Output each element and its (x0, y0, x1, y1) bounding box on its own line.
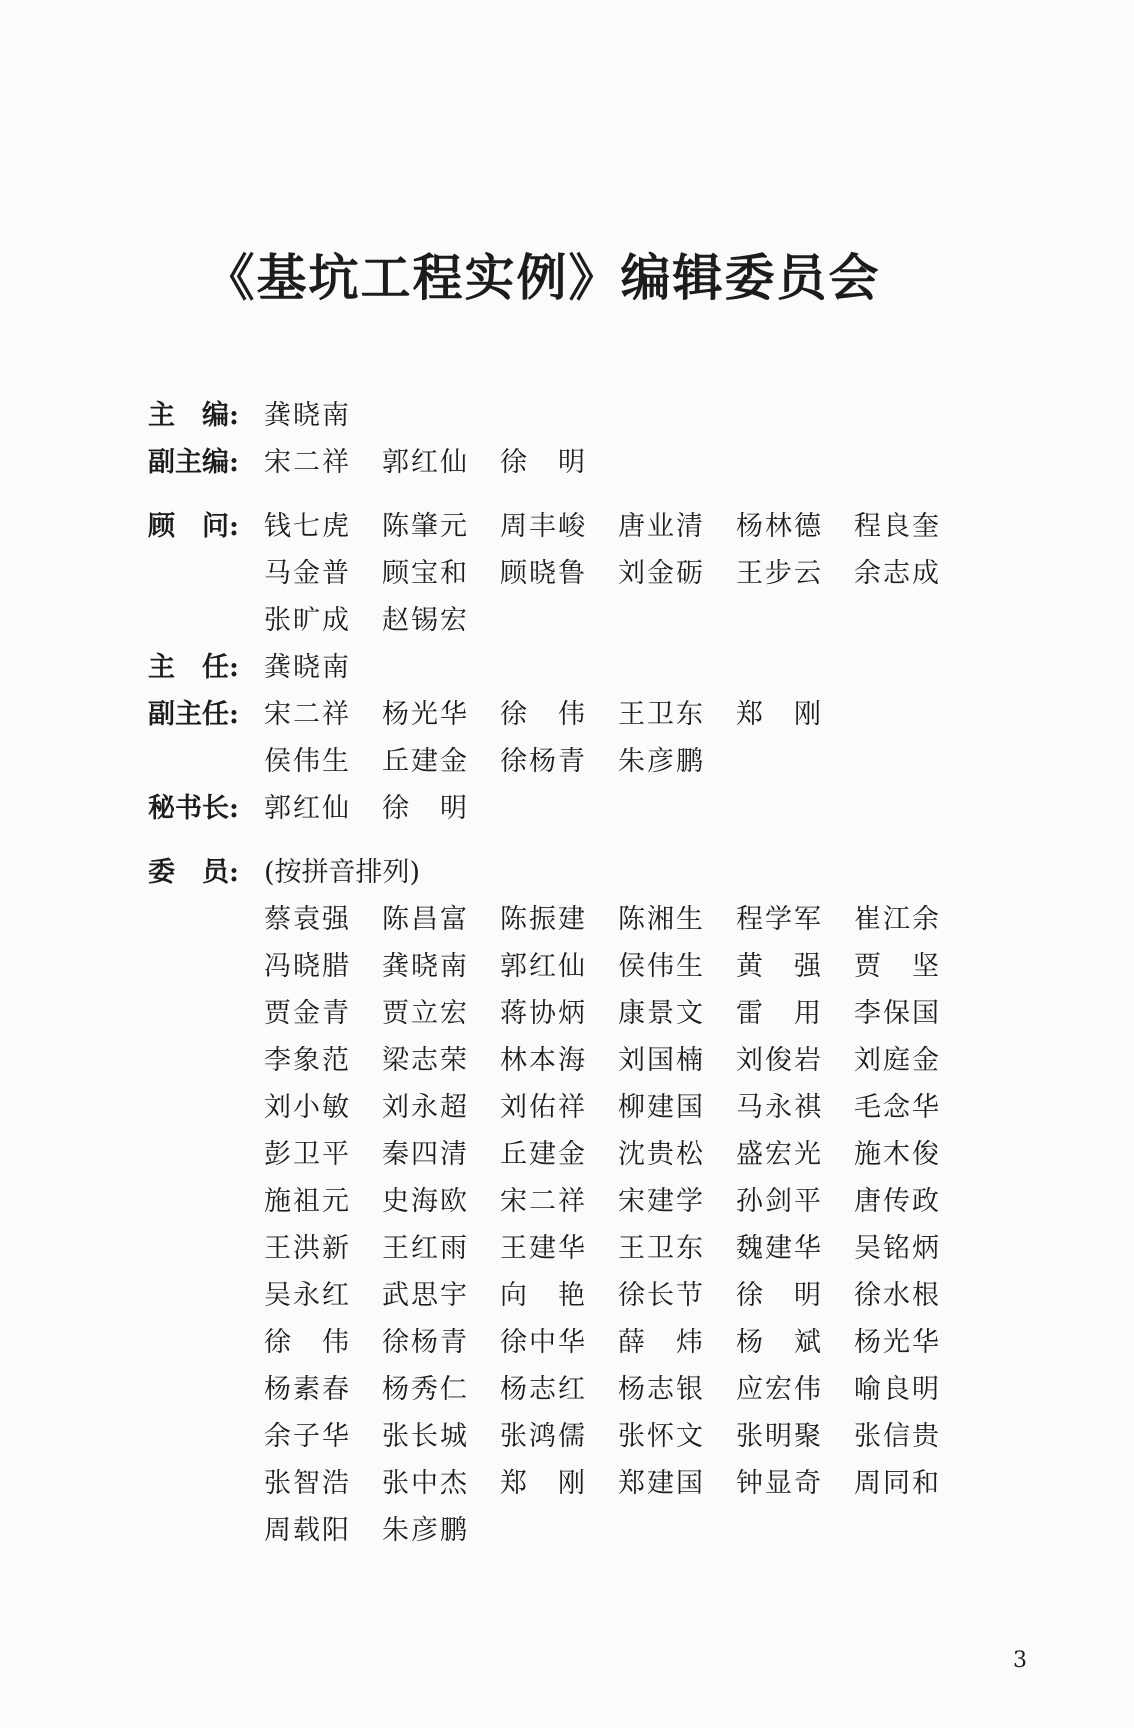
member-name: 徐 伟 (500, 699, 587, 730)
member-name: 马永祺 (736, 1092, 823, 1123)
member-name: 郑 刚 (736, 699, 823, 730)
member-name: 朱彦鹏 (382, 1515, 469, 1546)
member-name: 张长城 (382, 1421, 469, 1452)
member-name: 贾金青 (264, 998, 351, 1029)
section-label: 副主编: (148, 447, 239, 478)
member-name: 杨 斌 (736, 1327, 823, 1358)
member-name: 唐业清 (618, 511, 705, 542)
member-name: 武思宇 (382, 1280, 469, 1311)
member-name: 黄 强 (736, 951, 823, 982)
member-name: 徐杨青 (382, 1327, 469, 1358)
section-deputy-director (148, 691, 1048, 785)
section-label: 副主任: (148, 699, 239, 730)
member-name: 徐 伟 (264, 1327, 351, 1358)
member-name: 龚晓南 (264, 400, 351, 431)
name-grid (264, 392, 1048, 439)
member-name: 徐 明 (382, 793, 469, 824)
member-name: 陈湘生 (618, 904, 705, 935)
member-name: 陈肇元 (382, 511, 469, 542)
member-name: 孙剑平 (736, 1186, 823, 1217)
section-label: 委 员: (148, 857, 239, 888)
sort-note: (按拼音排列) (264, 857, 421, 888)
member-name: 魏建华 (736, 1233, 823, 1264)
member-name: 应宏伟 (736, 1374, 823, 1405)
section-label: 秘书长: (148, 793, 239, 824)
name-grid (264, 439, 1048, 486)
member-name: 徐杨青 (500, 746, 587, 777)
member-name: 刘庭金 (854, 1045, 941, 1076)
name-grid (264, 644, 1048, 691)
member-name: 徐水根 (854, 1280, 941, 1311)
member-name: 郭红仙 (500, 951, 587, 982)
member-name: 侯伟生 (264, 746, 351, 777)
member-name: 贾立宏 (382, 998, 469, 1029)
section-director (148, 644, 1048, 691)
member-name: 王红雨 (382, 1233, 469, 1264)
member-name: 毛念华 (854, 1092, 941, 1123)
member-name: 杨志红 (500, 1374, 587, 1405)
member-name: 沈贵松 (618, 1139, 705, 1170)
member-name: 蔡袁强 (264, 904, 351, 935)
member-name: 钱七虎 (264, 511, 351, 542)
member-name: 陈昌富 (382, 904, 469, 935)
member-name: 龚晓南 (382, 951, 469, 982)
member-name: 徐 明 (736, 1280, 823, 1311)
section-deputy-chief-editor (148, 439, 1048, 486)
member-name: 吴铭炳 (854, 1233, 941, 1264)
section-label: 主 编: (148, 400, 239, 431)
section-members (148, 849, 1048, 1554)
member-name: 杨光华 (854, 1327, 941, 1358)
member-name: 徐中华 (500, 1327, 587, 1358)
member-name: 刘国楠 (618, 1045, 705, 1076)
member-name: 郑 刚 (500, 1468, 587, 1499)
member-name: 刘金砺 (618, 558, 705, 589)
section-secretary-general (148, 785, 1048, 832)
member-name: 康景文 (618, 998, 705, 1029)
member-name: 柳建国 (618, 1092, 705, 1123)
section-advisors (148, 503, 1048, 644)
member-name: 彭卫平 (264, 1139, 351, 1170)
member-name: 贾 坚 (854, 951, 941, 982)
member-name: 向 艳 (500, 1280, 587, 1311)
member-name: 刘永超 (382, 1092, 469, 1123)
member-name: 王步云 (736, 558, 823, 589)
member-name: 丘建金 (500, 1139, 587, 1170)
member-name: 王卫东 (618, 1233, 705, 1264)
member-name: 王建华 (500, 1233, 587, 1264)
member-name: 蒋协炳 (500, 998, 587, 1029)
member-name: 施木俊 (854, 1139, 941, 1170)
member-name: 陈振建 (500, 904, 587, 935)
member-name: 张鸿儒 (500, 1421, 587, 1452)
member-name: 刘小敏 (264, 1092, 351, 1123)
member-name: 杨光华 (382, 699, 469, 730)
member-name: 周载阳 (264, 1515, 351, 1546)
member-name: 冯晓腊 (264, 951, 351, 982)
member-name: 宋二祥 (264, 699, 351, 730)
member-name: 唐传政 (854, 1186, 941, 1217)
member-name: 张信贵 (854, 1421, 941, 1452)
page-number: 3 (1013, 1648, 1027, 1673)
member-name: 顾宝和 (382, 558, 469, 589)
member-name: 杨志银 (618, 1374, 705, 1405)
member-name: 顾晓鲁 (500, 558, 587, 589)
member-name: 郑建国 (618, 1468, 705, 1499)
member-name: 程学军 (736, 904, 823, 935)
member-name: 王卫东 (618, 699, 705, 730)
member-name: 宋二祥 (500, 1186, 587, 1217)
member-name: 朱彦鹏 (618, 746, 705, 777)
grid-spacer (854, 691, 972, 738)
member-name: 梁志荣 (382, 1045, 469, 1076)
section-label: 主 任: (148, 652, 239, 683)
member-name: 张怀文 (618, 1421, 705, 1452)
member-name: 周同和 (854, 1468, 941, 1499)
member-name: 薛 炜 (618, 1327, 705, 1358)
member-name: 盛宏光 (736, 1139, 823, 1170)
member-name: 张智浩 (264, 1468, 351, 1499)
member-name: 张旷成 (264, 605, 351, 636)
member-name: 郭红仙 (264, 793, 351, 824)
member-name: 王洪新 (264, 1233, 351, 1264)
member-name: 喻良明 (854, 1374, 941, 1405)
member-name: 徐 明 (500, 447, 587, 478)
member-name: 周丰峻 (500, 511, 587, 542)
member-name: 张中杰 (382, 1468, 469, 1499)
member-name: 马金普 (264, 558, 351, 589)
member-name: 侯伟生 (618, 951, 705, 982)
section-label: 顾 问: (148, 511, 239, 542)
committee-list (148, 392, 1048, 1554)
name-grid (264, 503, 1048, 644)
member-name: 施祖元 (264, 1186, 351, 1217)
member-name: 李保国 (854, 998, 941, 1029)
member-name: 刘佑祥 (500, 1092, 587, 1123)
member-name: 余子华 (264, 1421, 351, 1452)
member-name: 赵锡宏 (382, 605, 469, 636)
member-name: 史海欧 (382, 1186, 469, 1217)
member-name: 杨素春 (264, 1374, 351, 1405)
member-name: 徐长节 (618, 1280, 705, 1311)
name-grid (264, 896, 1048, 1554)
member-name: 林本海 (500, 1045, 587, 1076)
name-grid (264, 691, 1048, 785)
member-name: 丘建金 (382, 746, 469, 777)
member-name: 杨秀仁 (382, 1374, 469, 1405)
member-name: 秦四清 (382, 1139, 469, 1170)
member-name: 吴永红 (264, 1280, 351, 1311)
section-chief-editor (148, 392, 1048, 439)
member-name: 雷 用 (736, 998, 823, 1029)
member-name: 余志成 (854, 558, 941, 589)
name-grid (264, 785, 1048, 832)
member-name: 龚晓南 (264, 652, 351, 683)
members-body (264, 849, 1048, 1554)
member-name: 李象范 (264, 1045, 351, 1076)
page-title: 《基坑工程实例》编辑委员会 (204, 248, 881, 307)
member-name: 程良奎 (854, 511, 941, 542)
member-name: 宋二祥 (264, 447, 351, 478)
member-name: 宋建学 (618, 1186, 705, 1217)
member-name: 杨林德 (736, 511, 823, 542)
member-name: 张明聚 (736, 1421, 823, 1452)
member-name: 钟显奇 (736, 1468, 823, 1499)
member-name: 刘俊岩 (736, 1045, 823, 1076)
member-name: 郭红仙 (382, 447, 469, 478)
member-name: 崔江余 (854, 904, 941, 935)
